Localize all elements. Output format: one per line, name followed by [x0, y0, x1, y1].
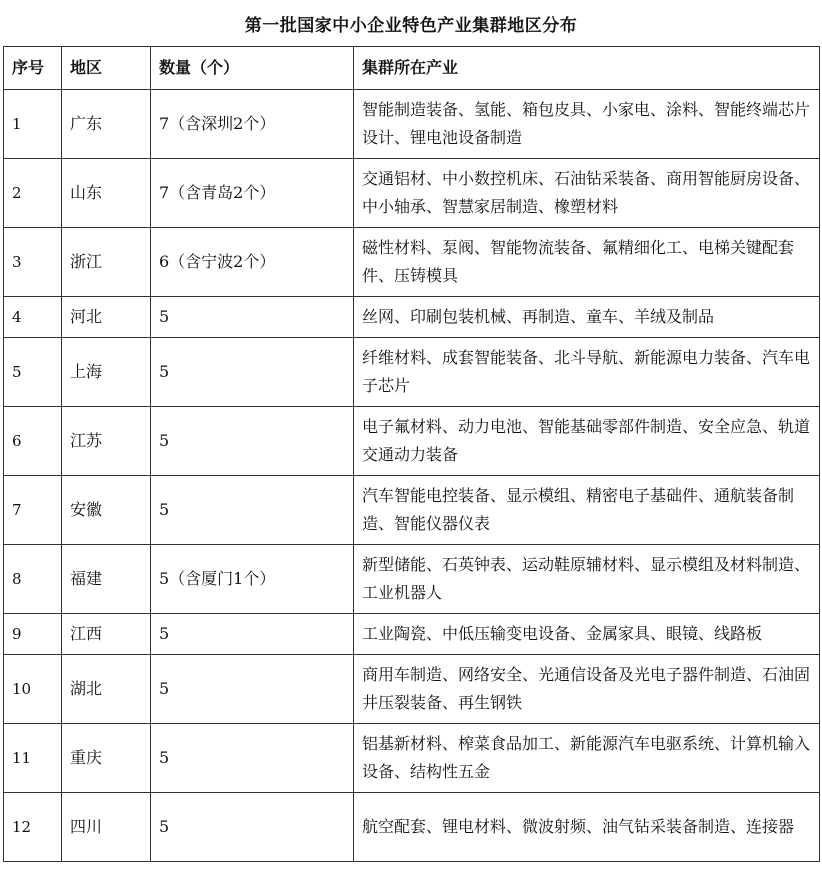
cell-industries: 航空配套、锂电材料、微波射频、油气钻采装备制造、连接器 [354, 793, 820, 862]
table-header-row [4, 47, 820, 90]
cell-serial-number: 4 [4, 297, 62, 338]
table-row [4, 338, 820, 407]
table-row [4, 724, 820, 793]
cell-serial-number: 7 [4, 476, 62, 545]
header-region: 地区 [62, 47, 151, 90]
header-count: 数量（个） [151, 47, 354, 90]
cell-serial-number: 9 [4, 614, 62, 655]
cell-region: 广东 [62, 90, 151, 159]
cell-serial-number: 6 [4, 407, 62, 476]
table-row [4, 159, 820, 228]
cell-serial-number: 12 [4, 793, 62, 862]
cell-count: 5 [151, 724, 354, 793]
cell-industries: 纤维材料、成套智能装备、北斗导航、新能源电力装备、汽车电子芯片 [354, 338, 820, 407]
cell-industries: 商用车制造、网络安全、光通信设备及光电子器件制造、石油固井压裂装备、再生钢铁 [354, 655, 820, 724]
cell-count: 5 [151, 407, 354, 476]
cell-count: 5 [151, 655, 354, 724]
cell-region: 江苏 [62, 407, 151, 476]
table-row [4, 476, 820, 545]
cell-region: 安徽 [62, 476, 151, 545]
cell-industries: 丝网、印刷包装机械、再制造、童车、羊绒及制品 [354, 297, 820, 338]
cluster-distribution-table [3, 46, 820, 862]
cell-industries: 智能制造装备、氢能、箱包皮具、小家电、涂料、智能终端芯片设计、锂电池设备制造 [354, 90, 820, 159]
cell-count: 7（含青岛2个） [151, 159, 354, 228]
page-title: 第一批国家中小企业特色产业集群地区分布 [244, 16, 578, 36]
table-row [4, 90, 820, 159]
cell-count: 5（含厦门1个） [151, 545, 354, 614]
cell-region: 福建 [62, 545, 151, 614]
cell-serial-number: 5 [4, 338, 62, 407]
cell-industries: 新型储能、石英钟表、运动鞋原辅材料、显示模组及材料制造、工业机器人 [354, 545, 820, 614]
header-industries: 集群所在产业 [354, 47, 820, 90]
cell-count: 5 [151, 614, 354, 655]
table-row [4, 655, 820, 724]
cell-region: 江西 [62, 614, 151, 655]
cell-count: 5 [151, 476, 354, 545]
cell-region: 河北 [62, 297, 151, 338]
table-row [4, 793, 820, 862]
cell-region: 浙江 [62, 228, 151, 297]
cell-serial-number: 3 [4, 228, 62, 297]
cell-industries: 磁性材料、泵阀、智能物流装备、氟精细化工、电梯关键配套件、压铸模具 [354, 228, 820, 297]
cell-region: 湖北 [62, 655, 151, 724]
cell-region: 四川 [62, 793, 151, 862]
cell-count: 5 [151, 793, 354, 862]
cell-industries: 工业陶瓷、中低压输变电设备、金属家具、眼镜、线路板 [354, 614, 820, 655]
cell-serial-number: 8 [4, 545, 62, 614]
cell-count: 6（含宁波2个） [151, 228, 354, 297]
cell-count: 7（含深圳2个） [151, 90, 354, 159]
cell-count: 5 [151, 297, 354, 338]
cell-region: 上海 [62, 338, 151, 407]
cell-industries: 交通铝材、中小数控机床、石油钻采装备、商用智能厨房设备、中小轴承、智慧家居制造、橡塑材料 [354, 159, 820, 228]
table-row [4, 545, 820, 614]
cell-industries: 铝基新材料、榨菜食品加工、新能源汽车电驱系统、计算机输入设备、结构性五金 [354, 724, 820, 793]
table-row [4, 297, 820, 338]
cell-region: 重庆 [62, 724, 151, 793]
table-row [4, 407, 820, 476]
table-row [4, 614, 820, 655]
cell-industries: 电子氟材料、动力电池、智能基础零部件制造、安全应急、轨道交通动力装备 [354, 407, 820, 476]
cell-region: 山东 [62, 159, 151, 228]
cell-serial-number: 11 [4, 724, 62, 793]
cell-industries: 汽车智能电控装备、显示模组、精密电子基础件、通航装备制造、智能仪器仪表 [354, 476, 820, 545]
cell-count: 5 [151, 338, 354, 407]
header-serial-number: 序号 [4, 47, 62, 90]
cell-serial-number: 10 [4, 655, 62, 724]
cell-serial-number: 1 [4, 90, 62, 159]
cell-serial-number: 2 [4, 159, 62, 228]
table-row [4, 228, 820, 297]
